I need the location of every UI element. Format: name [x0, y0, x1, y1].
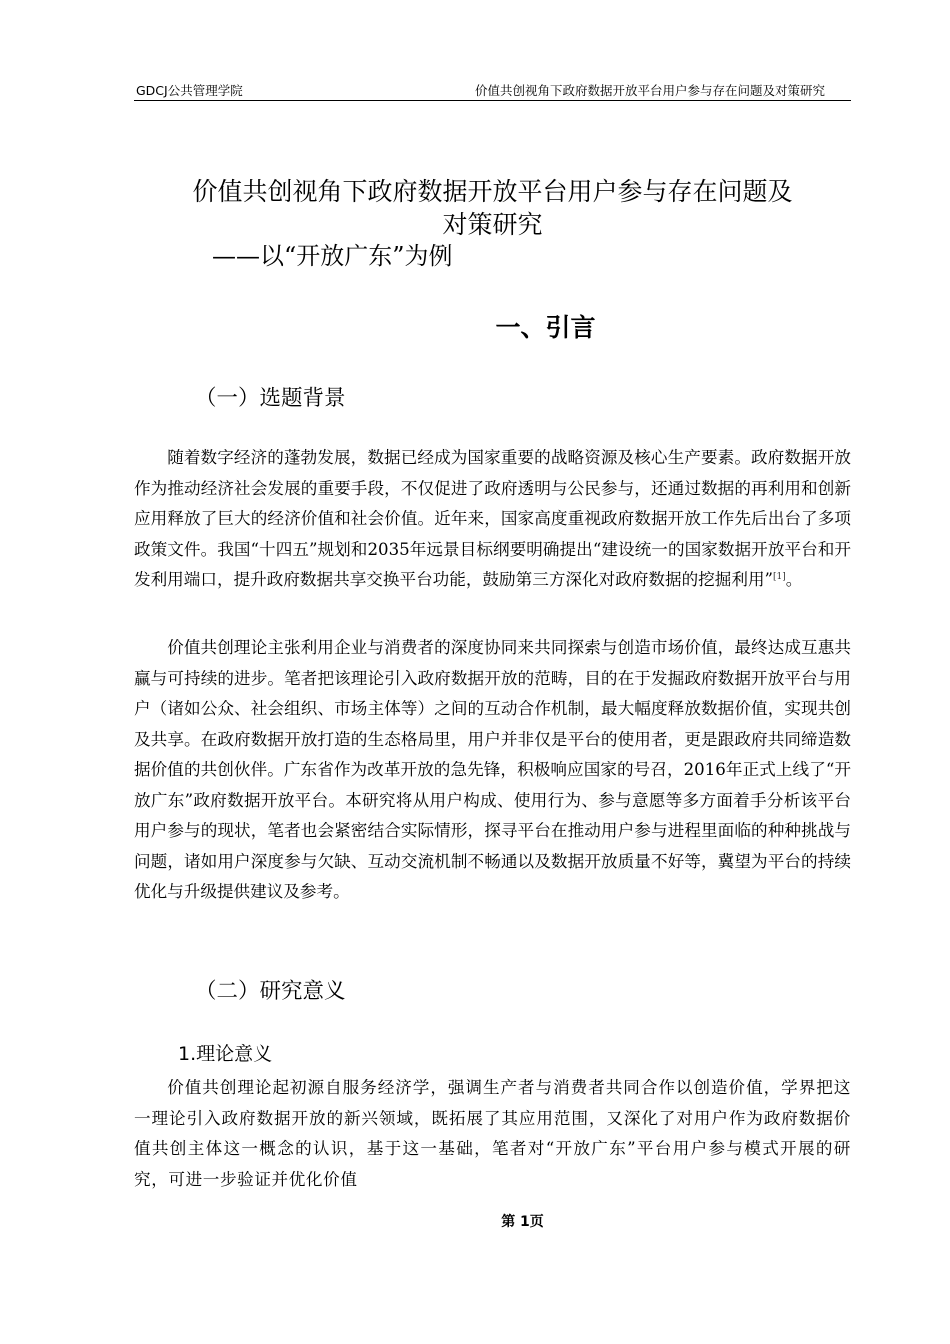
paragraph-background-1: 随着数字经济的蓬勃发展，数据已经成为国家重要的战略资源及核心生产要素。政府数据开放作为推动经济社会发展的重要手段，不仅促进了政府透明与公民参与，还通过数据的再利用和创新应用释放了巨大的经济价值和社会价值。近年来，国家高度重视政府数据开放工作先后出台了多项政策文件。我国“十四五”规划和2035年远景目标纲要明确提出“建设统一的国家数据开放平台和开发利用端口，提升政府数据共享交换平台功能，鼓励第三方深化对政府数据的挖掘利用”[1]。 [134, 448, 851, 589]
page-header [134, 78, 851, 101]
page-number: 第 1页 [501, 1214, 544, 1230]
title-line-1: 价值共创视角下政府数据开放平台用户参与存在问题及 [192, 177, 793, 206]
document-subtitle: ——以“开放广东”为例 [212, 242, 453, 270]
header-institution: GDCJ公共管理学院 [136, 83, 243, 98]
paragraph-theory: 价值共创理论起初源自服务经济学，强调生产者与消费者共同合作以创造价值，学界把这一理论引入政府数据开放的新兴领域，既拓展了其应用范围，又深化了对用户作为政府数据价值共创主体这一概念的认识，基于这一基础，笔者对“开放广东”平台用户参与模式开展的研究，可进一步验证并优化价值 [134, 1078, 851, 1189]
section-heading-introduction: 一、引言 [495, 313, 596, 342]
header-running-title: 价值共创视角下政府数据开放平台用户参与存在问题及对策研究 [474, 83, 825, 98]
sub-subsection-heading-theory: 1.理论意义 [178, 1043, 273, 1065]
title-line-2: 对策研究 [442, 210, 543, 239]
document-title [134, 175, 851, 241]
citation-reference[interactable]: [1] [773, 572, 786, 582]
subsection-heading-background: （一）选题背景 [195, 386, 346, 411]
paragraph-background-2: 价值共创理论主张利用企业与消费者的深度协同来共同探索与创造市场价值，最终达成互惠共赢与可持续的进步。笔者把该理论引入政府数据开放的范畴，目的在于发掘政府数据开放平台与用户（诸如公众、社会组织、市场主体等）之间的互动合作机制，最大幅度释放数据价值，实现共创及共享。在政府数据开放打造的生态格局里，用户并非仅是平台的使用者，更是跟政府共同缔造数据价值的共创伙伴。广东省作为改革开放的急先锋，积极响应国家的号召，2016年正式上线了“开放广东”政府数据开放平台。本研究将从用户构成、使用行为、参与意愿等多方面着手分析该平台用户参与的现状，笔者也会紧密结合实际情形，探寻平台在推动用户参与进程里面临的种种挑战与问题，诸如用户深度参与欠缺、互动交流机制不畅通以及数据开放质量不好等，冀望为平台的持续优化与升级提供建议及参考。 [134, 638, 851, 901]
subsection-heading-significance: （二）研究意义 [195, 979, 346, 1004]
